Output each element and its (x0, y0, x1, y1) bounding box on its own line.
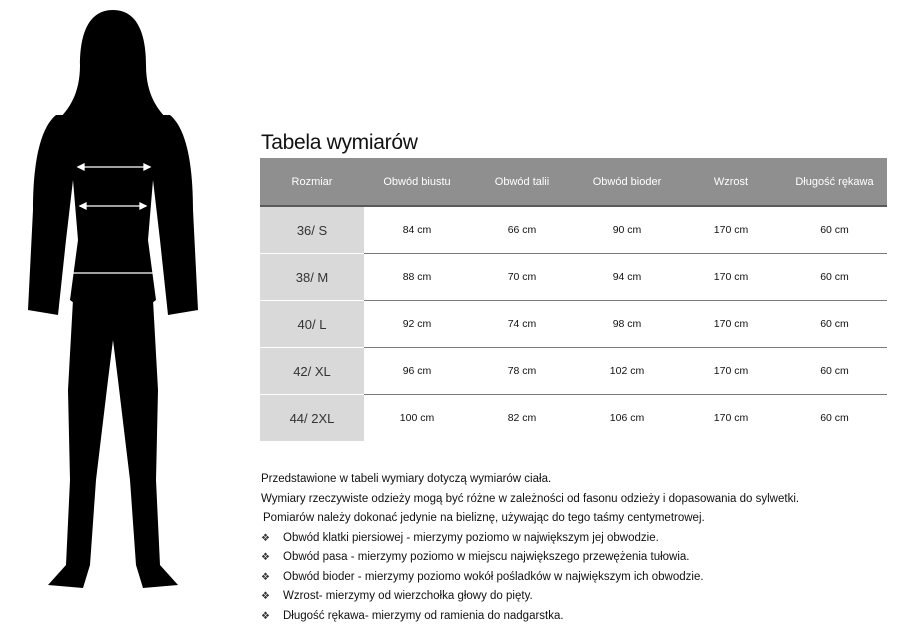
diamond-bullet-icon: ❖ (261, 610, 270, 622)
height-cell: 170 cm (680, 301, 782, 348)
table-row (260, 301, 887, 348)
diamond-bullet-icon: ❖ (261, 571, 270, 583)
list-item (261, 529, 881, 549)
list-item-text: Obwód bioder - mierzymy poziomo wokół pośladków w największym ich obwodzie. (283, 570, 704, 583)
list-item (261, 568, 881, 588)
measurement-notes (261, 470, 881, 626)
sleeve-cell: 60 cm (782, 254, 887, 301)
size-cell: 44/ 2XL (260, 395, 364, 442)
waist-cell: 66 cm (470, 206, 574, 254)
table-row (260, 395, 887, 442)
size-cell: 36/ S (260, 206, 364, 254)
body-silhouette-figure (28, 10, 198, 600)
height-cell: 170 cm (680, 254, 782, 301)
waist-cell: 74 cm (470, 301, 574, 348)
waist-cell: 70 cm (470, 254, 574, 301)
diamond-bullet-icon: ❖ (261, 532, 270, 544)
list-item-text: Długość rękawa- mierzymy od ramienia do nadgarstka. (283, 609, 564, 622)
size-cell: 40/ L (260, 301, 364, 348)
diamond-bullet-icon: ❖ (261, 552, 270, 563)
hips-cell: 94 cm (574, 254, 680, 301)
sleeve-cell: 60 cm (782, 348, 887, 395)
bust-cell: 92 cm (364, 301, 470, 348)
header-hips: Obwód bioder (574, 158, 680, 206)
height-cell: 170 cm (680, 348, 782, 395)
bust-cell: 88 cm (364, 254, 470, 301)
size-cell: 38/ M (260, 254, 364, 301)
size-chart-table (260, 158, 887, 441)
header-bust: Obwód biustu (364, 158, 470, 206)
note-line: Przedstawione w tabeli wymiary dotyczą wymiarów ciała. (261, 473, 552, 485)
waist-cell: 78 cm (470, 348, 574, 395)
list-item-text: Wzrost- mierzymy od wierzchołka głowy do pięty. (283, 590, 533, 602)
header-size: Rozmiar (260, 158, 364, 206)
table-row (260, 254, 887, 301)
list-item-text: Obwód klatki piersiowej - mierzymy poziomo w największym jej obwodzie. (283, 531, 659, 544)
bust-cell: 100 cm (399, 412, 435, 424)
waist-cell: 82 cm (507, 412, 537, 424)
table-header-row (260, 158, 887, 206)
header-waist: Obwód talii (470, 158, 574, 206)
list-item (261, 548, 881, 568)
table-row (260, 348, 887, 395)
note-line: Wymiary rzeczywiste odzieży mogą być różne w zależności od fasonu odzieży i dopasowania do sylwetki. (261, 492, 800, 505)
table-row (260, 206, 887, 254)
page-title: Tabela wymiarów (261, 131, 418, 154)
size-cell: 42/ XL (260, 348, 364, 395)
sleeve-cell: 60 cm (820, 412, 849, 424)
bust-cell: 84 cm (364, 206, 470, 254)
note-line: Pomiarów należy dokonać jedynie na bieliznę, używając do tego taśmy centymetrowej. (263, 512, 705, 524)
silhouette-shape (28, 10, 198, 588)
hips-cell: 102 cm (574, 348, 680, 395)
header-height: Wzrost (680, 158, 782, 206)
list-item-text: Obwód pasa - mierzymy poziomo w miejscu największego przewężenia tułowia. (283, 551, 690, 563)
header-sleeve: Długość rękawa (782, 158, 887, 206)
measurement-instructions-list (261, 529, 881, 627)
hips-cell: 98 cm (574, 301, 680, 348)
diamond-bullet-icon: ❖ (261, 591, 270, 602)
sleeve-cell: 60 cm (782, 301, 887, 348)
list-item (261, 607, 881, 627)
bust-cell: 96 cm (364, 348, 470, 395)
hips-cell: 90 cm (574, 206, 680, 254)
height-cell: 170 cm (713, 412, 749, 424)
hips-cell: 106 cm (609, 412, 645, 424)
list-item (261, 587, 881, 607)
height-cell: 170 cm (680, 206, 782, 254)
sleeve-cell: 60 cm (782, 206, 887, 254)
